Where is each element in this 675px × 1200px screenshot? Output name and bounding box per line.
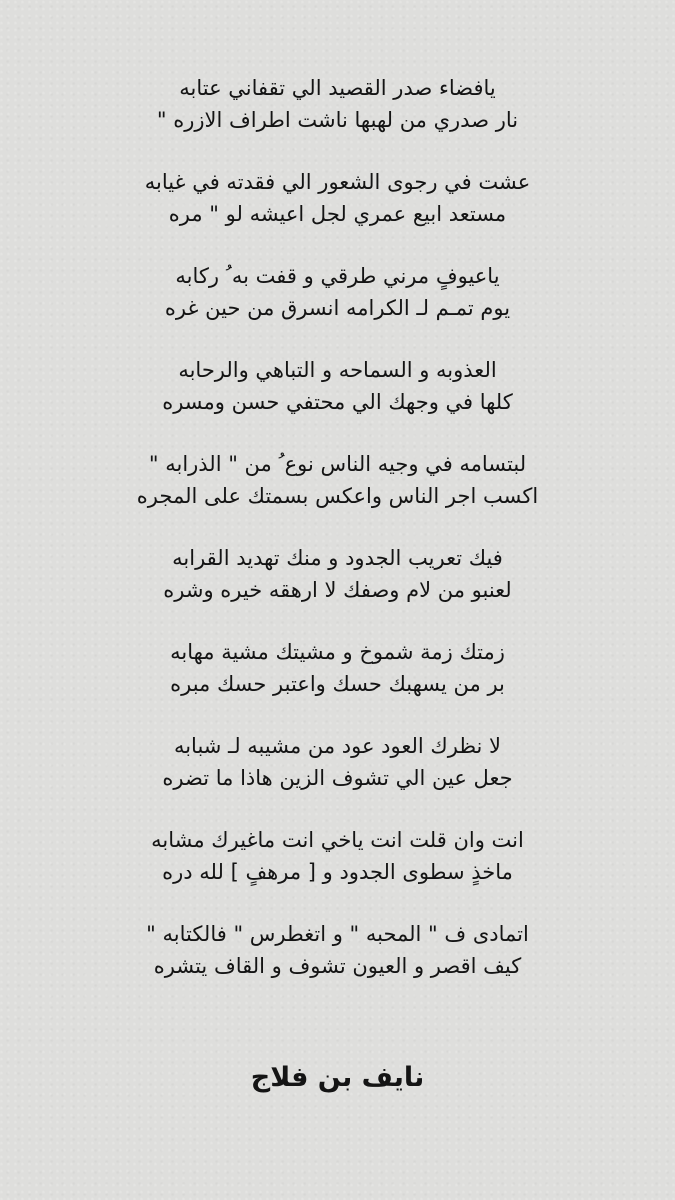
stanza-10 (0, 918, 675, 1012)
verse-line: ياعيوفٍ مرني طرقي و قفت به ُ ركابه (175, 264, 500, 288)
poet-signature: نايف بن فلاج (250, 1062, 425, 1093)
stanza-9 (0, 824, 675, 918)
verse-line: انت وان قلت انت ياخي انت ماغيرك مشابه (151, 828, 524, 852)
verse-line: بر من يسهبك حسك واعتبر حسك مبره (170, 672, 505, 696)
stanza-7 (0, 636, 675, 730)
verse-line: اتمادى ف " المحبه " و اتغطرس " فالكتابه " (146, 922, 529, 946)
verse-line: العذوبه و السماحه و التباهي والرحابه (178, 358, 497, 382)
stanza-3 (0, 260, 675, 354)
verse-line: لبتسامه في وجيه الناس نوع ُ من " الذرابه " (148, 452, 527, 476)
verse-line: يوم تمـم لـ الكرامه انسرق من حين غره (164, 296, 511, 320)
verse-line: عشت في رجوى الشعور الي فقدته في غيابه (144, 170, 531, 194)
verse-line: كيف اقصر و العيون تشوف و القاف يتشره (153, 954, 522, 978)
verse-line: اكسب اجر الناس واعكس بسمتك على المجره (136, 484, 539, 508)
poem-body (0, 72, 675, 1012)
stanza-8 (0, 730, 675, 824)
stanza-5 (0, 448, 675, 542)
verse-line: كلها في وجهك الي محتفي حسن ومسره (162, 390, 513, 414)
stanza-2 (0, 166, 675, 260)
stanza-6 (0, 542, 675, 636)
stanza-4 (0, 354, 675, 448)
verse-line: جعل عين الي تشوف الزين هاذا ما تضره (162, 766, 513, 790)
verse-line: مستعد ابيع عمري لجل اعيشه لو " مره (168, 202, 507, 226)
stanza-1 (0, 72, 675, 166)
verse-line: لعنبو من لام وصفك لا ارهقه خيره وشره (163, 578, 512, 602)
verse-line: فيك تعريب الجدود و منك تهديد القرابه (172, 546, 503, 570)
verse-line: نار صدري من لهبها ناشت اطراف الازره " (156, 108, 519, 132)
verse-line: ماخذٍ سطوى الجدود و [ مرهفٍ ] لله دره (162, 860, 513, 884)
verse-line: يافضاء صدر القصيد الي تقفاني عتابه (179, 76, 496, 100)
verse-line: لا نظرك العود عود من مشيبه لـ شبابه (173, 734, 502, 758)
verse-line: زمتك زمة شموخ و مشيتك مشية مهابه (170, 640, 505, 664)
